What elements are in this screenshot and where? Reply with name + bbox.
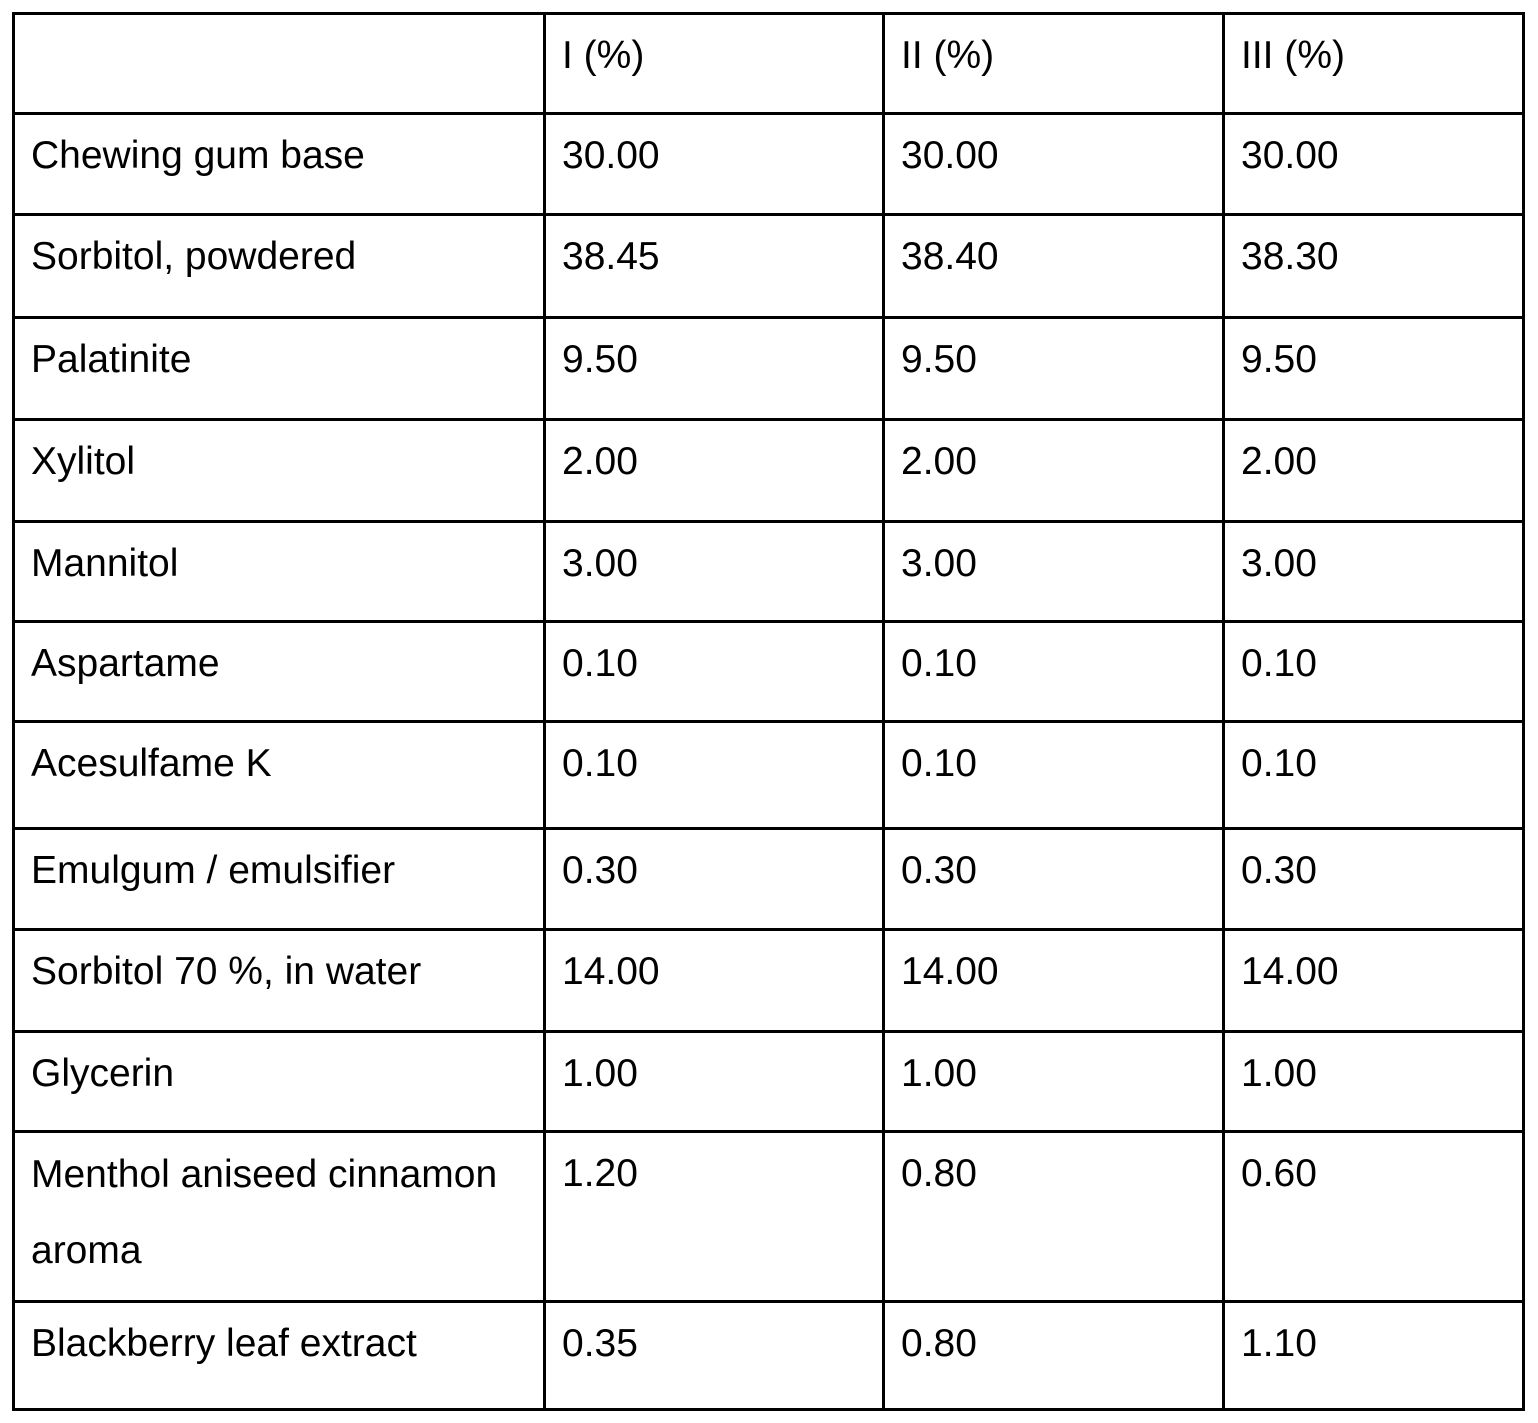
- value-cell-ii: 3.00: [884, 522, 1224, 622]
- value-cell-i: 38.45: [545, 215, 884, 318]
- header-cell-empty: [14, 14, 545, 114]
- value-cell-iii: 0.10: [1224, 722, 1524, 829]
- value-cell-ii: 38.40: [884, 215, 1224, 318]
- ingredient-name: Menthol aniseed cinnamon aroma: [14, 1132, 545, 1302]
- header-cell-i: I (%): [545, 14, 884, 114]
- table-row: [14, 420, 1524, 522]
- ingredient-name: Acesulfame K: [14, 722, 545, 829]
- ingredient-name: Glycerin: [14, 1032, 545, 1132]
- value-cell-iii: 0.60: [1224, 1132, 1524, 1302]
- value-cell-ii: 9.50: [884, 318, 1224, 420]
- composition-table: [12, 12, 1525, 1411]
- table-row: [14, 622, 1524, 722]
- ingredient-name: Chewing gum base: [14, 114, 545, 215]
- value-cell-i: 14.00: [545, 930, 884, 1032]
- table-row: [14, 1302, 1524, 1410]
- value-cell-iii: 0.10: [1224, 622, 1524, 722]
- value-cell-i: 1.00: [545, 1032, 884, 1132]
- value-cell-iii: 30.00: [1224, 114, 1524, 215]
- value-cell-ii: 30.00: [884, 114, 1224, 215]
- ingredient-name: Sorbitol 70 %, in water: [14, 930, 545, 1032]
- value-cell-i: 9.50: [545, 318, 884, 420]
- value-cell-i: 2.00: [545, 420, 884, 522]
- ingredient-name: Sorbitol, powdered: [14, 215, 545, 318]
- table-row: [14, 1132, 1524, 1302]
- value-cell-iii: 2.00: [1224, 420, 1524, 522]
- ingredient-name: Emulgum / emulsifier: [14, 829, 545, 930]
- table-row: [14, 522, 1524, 622]
- value-cell-iii: 0.30: [1224, 829, 1524, 930]
- value-cell-ii: 2.00: [884, 420, 1224, 522]
- value-cell-iii: 14.00: [1224, 930, 1524, 1032]
- ingredient-name: Aspartame: [14, 622, 545, 722]
- value-cell-ii: 0.10: [884, 622, 1224, 722]
- table-row: [14, 722, 1524, 829]
- value-cell-ii: 0.10: [884, 722, 1224, 829]
- value-cell-i: 0.35: [545, 1302, 884, 1410]
- value-cell-iii: 3.00: [1224, 522, 1524, 622]
- table-row: [14, 829, 1524, 930]
- value-cell-ii: 0.80: [884, 1132, 1224, 1302]
- value-cell-ii: 14.00: [884, 930, 1224, 1032]
- table-row: [14, 318, 1524, 420]
- ingredient-name: Palatinite: [14, 318, 545, 420]
- value-cell-i: 3.00: [545, 522, 884, 622]
- value-cell-iii: 38.30: [1224, 215, 1524, 318]
- table-row: [14, 1032, 1524, 1132]
- value-cell-iii: 9.50: [1224, 318, 1524, 420]
- value-cell-iii: 1.10: [1224, 1302, 1524, 1410]
- table-row: [14, 215, 1524, 318]
- value-cell-ii: 1.00: [884, 1032, 1224, 1132]
- header-cell-ii: II (%): [884, 14, 1224, 114]
- value-cell-i: 1.20: [545, 1132, 884, 1302]
- value-cell-i: 0.30: [545, 829, 884, 930]
- ingredient-name: Blackberry leaf extract: [14, 1302, 545, 1410]
- header-cell-iii: III (%): [1224, 14, 1524, 114]
- value-cell-i: 30.00: [545, 114, 884, 215]
- ingredient-name: Xylitol: [14, 420, 545, 522]
- value-cell-i: 0.10: [545, 622, 884, 722]
- value-cell-iii: 1.00: [1224, 1032, 1524, 1132]
- table-row: [14, 114, 1524, 215]
- value-cell-ii: 0.80: [884, 1302, 1224, 1410]
- table-row: [14, 930, 1524, 1032]
- value-cell-i: 0.10: [545, 722, 884, 829]
- ingredient-name: Mannitol: [14, 522, 545, 622]
- header-row: [14, 14, 1524, 114]
- value-cell-ii: 0.30: [884, 829, 1224, 930]
